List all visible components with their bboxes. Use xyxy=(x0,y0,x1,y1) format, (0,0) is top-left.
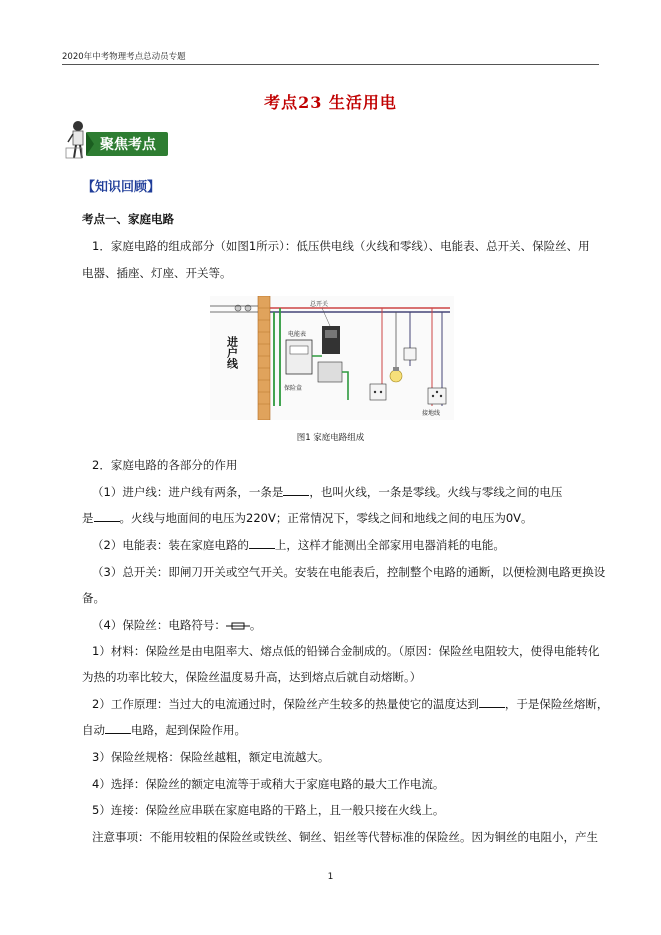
item4-text-b: 。 xyxy=(249,618,262,632)
grounded-socket-icon xyxy=(428,388,446,404)
para1-line1: 1．家庭电路的组成部分（如图1所示）：低压供电线（火线和零线）、电能表、总开关、保险丝、用 xyxy=(92,239,590,253)
page-number: 1 xyxy=(327,872,334,882)
fuse2-blank1 xyxy=(479,696,505,708)
household-circuit-figure xyxy=(210,296,454,420)
fuse4-line: 4）选择：保险丝的额定电流等于或稍大于家庭电路的最大工作电流。 xyxy=(92,777,445,791)
fuse2-text-d: 电路，起到保险作用。 xyxy=(131,723,246,737)
item3-line2: 备。 xyxy=(82,591,105,605)
item1-line2 xyxy=(82,510,601,526)
label-fusebox: 保险盒 xyxy=(284,385,303,392)
fuse3-line: 3）保险丝规格：保险丝越粗，额定电流越大。 xyxy=(92,750,330,764)
subsection-heading: 考点一、家庭电路 xyxy=(82,212,174,226)
fuse-symbol-icon xyxy=(226,621,250,631)
running-header: 2020年中考物理考点总动员专题 xyxy=(62,52,186,62)
fuse1-line2: 为热的功率比较大，保险丝温度易升高，达到熔点后就自动熔断。） xyxy=(82,670,422,684)
label-main-switch: 总开关 xyxy=(310,301,329,308)
item4-line xyxy=(92,617,601,633)
item2-text-a: （2）电能表：装在家庭电路的 xyxy=(92,538,249,552)
fuse2-text-c: 自动 xyxy=(82,723,105,737)
label-meter: 电能表 xyxy=(288,331,307,338)
label-ground: 接地线 xyxy=(422,410,441,417)
note-line: 注意事项：不能用较粗的保险丝或铁丝、铜丝、铝丝等代替标准的保险丝。因为铜丝的电阻小，产生 xyxy=(92,830,598,844)
student-figure-icon xyxy=(66,121,83,158)
header-rule xyxy=(62,64,599,65)
fuse2-text-a: 2）工作原理：当过大的电流通过时，保险丝产生较多的热量使它的温度达到 xyxy=(92,697,479,711)
label-incoming-line: 进户线 xyxy=(225,336,239,369)
page-title: 考点23 生活用电 xyxy=(264,93,397,112)
fuse2-line2 xyxy=(82,722,601,738)
item4-text-a: （4）保险丝：电路符号： xyxy=(92,618,226,632)
item2-line xyxy=(92,537,601,553)
fuse1-line1: 1）材料：保险丝是由电阻率大、熔点低的铅锑合金制成的。（原因：保险丝电阻较大，使得电能转化 xyxy=(92,644,600,658)
item1-text-d: 。火线与地面间的电压为220V；正常情况下，零线之间和地线之间的电压为0V。 xyxy=(119,511,533,525)
item1-text-c: 是 xyxy=(82,511,94,525)
figure-caption: 图1 家庭电路组成 xyxy=(296,433,365,443)
item2-text-b: 上，这样才能测出全部家用电器消耗的电能。 xyxy=(274,538,505,552)
banner-text: 聚焦考点 xyxy=(100,137,156,153)
fuse5-line: 5）连接：保险丝应串联在家庭电路的干路上，且一般只接在火线上。 xyxy=(92,803,445,817)
item3-line1: （3）总开关：即闸刀开关或空气开关。安装在电能表后，控制整个电路的通断，以便检测电路更换设 xyxy=(92,565,606,579)
item1-line1 xyxy=(92,484,601,500)
item1-blank1 xyxy=(283,484,309,496)
wall-switch-icon xyxy=(404,348,416,360)
socket-icon xyxy=(370,384,386,400)
section-banner xyxy=(64,118,170,162)
fuse2-line1 xyxy=(92,696,609,712)
item1-blank2 xyxy=(94,510,120,522)
para1-line2: 电器、插座、灯座、开关等。 xyxy=(82,266,232,280)
energy-meter xyxy=(286,340,312,374)
fuse-box xyxy=(318,362,342,382)
para2: 2．家庭电路的各部分的作用 xyxy=(92,458,238,472)
fuse2-text-b: ，于是保险丝熔断， xyxy=(504,697,609,711)
item1-text-b: ，也叫火线，一条是零线。火线与零线之间的电压 xyxy=(309,485,563,499)
fuse2-blank2 xyxy=(105,722,131,734)
item2-blank xyxy=(249,537,275,549)
item1-text-a: （1）进户线：进户线有两条，一条是 xyxy=(92,485,284,499)
section-heading: 【知识回顾】 xyxy=(82,180,161,195)
